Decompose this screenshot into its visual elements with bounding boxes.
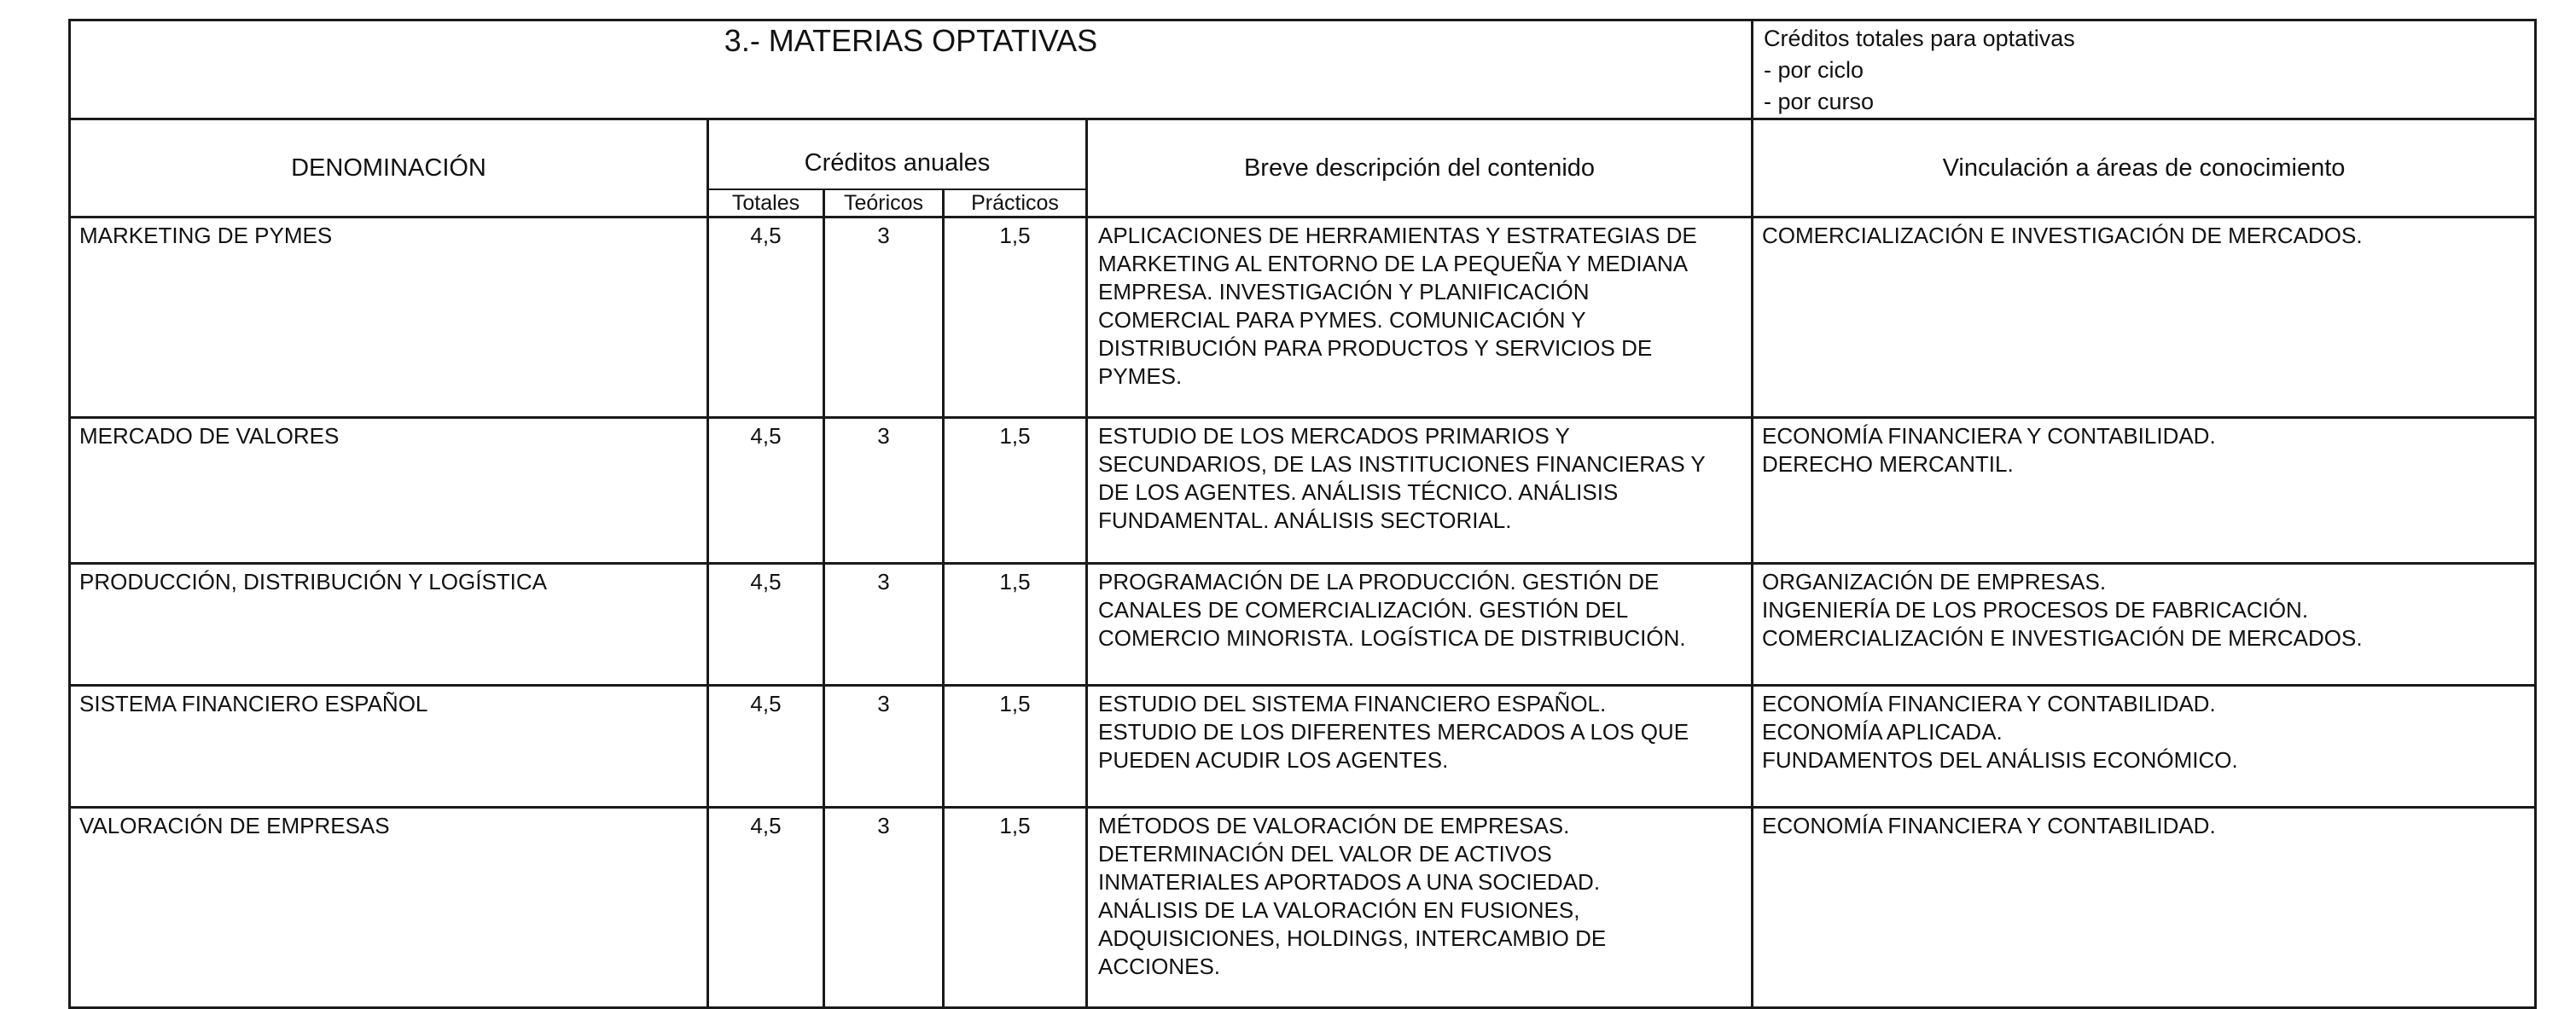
credits-teoricos: 3	[824, 217, 944, 418]
description-line: ADQUISICIONES, HOLDINGS, INTERCAMBIO DE	[1098, 925, 1607, 951]
table-row	[70, 808, 2536, 1008]
area-line: ORGANIZACIÓN DE EMPRESAS.	[1762, 569, 2107, 594]
knowledge-areas	[1753, 808, 2536, 1008]
description-line: ESTUDIO DEL SISTEMA FINANCIERO ESPAÑOL.	[1098, 691, 1607, 716]
page-title: 3.- MATERIAS OPTATIVAS	[70, 20, 1753, 119]
header-vinculacion: Vinculación a áreas de conocimiento	[1753, 119, 2536, 217]
area-line: ECONOMÍA APLICADA.	[1762, 719, 2003, 745]
optional-subjects-table	[68, 19, 2537, 1009]
description-line: EMPRESA. INVESTIGACIÓN Y PLANIFICACIÓN	[1098, 279, 1590, 304]
table-row	[70, 686, 2536, 808]
subject-name: SISTEMA FINANCIERO ESPAÑOL	[70, 686, 708, 808]
description-line: PROGRAMACIÓN DE LA PRODUCCIÓN. GESTIÓN DE	[1098, 569, 1660, 594]
knowledge-areas	[1753, 217, 2536, 418]
table-row	[70, 217, 2536, 418]
area-line: ECONOMÍA FINANCIERA Y CONTABILIDAD.	[1762, 423, 2216, 449]
description-line: COMERCIAL PARA PYMES. COMUNICACIÓN Y	[1098, 307, 1586, 333]
header-creditos-anuales: Créditos anuales	[708, 119, 1087, 190]
knowledge-areas	[1753, 564, 2536, 686]
credits-teoricos: 3	[824, 418, 944, 564]
area-line: FUNDAMENTOS DEL ANÁLISIS ECONÓMICO.	[1762, 747, 2238, 773]
knowledge-areas	[1753, 686, 2536, 808]
description-line: APLICACIONES DE HERRAMIENTAS Y ESTRATEGIAS DE	[1098, 223, 1697, 248]
credits-teoricos: 3	[824, 686, 944, 808]
subject-description	[1087, 686, 1753, 808]
credit-totals-label: Créditos totales para optativas	[1764, 26, 2075, 51]
credit-totals-per-cycle: - por ciclo	[1764, 57, 1864, 83]
description-line: COMERCIO MINORISTA. LOGÍSTICA DE DISTRIBUCIÓN.	[1098, 625, 1686, 651]
table-row	[70, 418, 2536, 564]
optional-subjects-sheet	[68, 19, 2537, 1009]
credits-totales: 4,5	[708, 217, 824, 418]
description-line: ANÁLISIS DE LA VALORACIÓN EN FUSIONES,	[1098, 897, 1580, 923]
subject-name: MARKETING DE PYMES	[70, 217, 708, 418]
credits-practicos: 1,5	[944, 217, 1087, 418]
description-line: ESTUDIO DE LOS MERCADOS PRIMARIOS Y	[1098, 423, 1570, 449]
description-line: DE LOS AGENTES. ANÁLISIS TÉCNICO. ANÁLISIS	[1098, 479, 1619, 505]
area-line: COMERCIALIZACIÓN E INVESTIGACIÓN DE MERCADOS.	[1762, 223, 2363, 248]
subject-description	[1087, 217, 1753, 418]
subject-description	[1087, 564, 1753, 686]
subject-name: MERCADO DE VALORES	[70, 418, 708, 564]
header-teoricos: Teóricos	[824, 189, 944, 217]
subject-name: PRODUCCIÓN, DISTRIBUCIÓN Y LOGÍSTICA	[70, 564, 708, 686]
knowledge-areas	[1753, 418, 2536, 564]
description-line: INMATERIALES APORTADOS A UNA SOCIEDAD.	[1098, 869, 1601, 895]
credits-practicos: 1,5	[944, 808, 1087, 1008]
credits-practicos: 1,5	[944, 686, 1087, 808]
description-line: SECUNDARIOS, DE LAS INSTITUCIONES FINANCIERAS Y	[1098, 451, 1706, 477]
table-row	[70, 564, 2536, 686]
credit-totals-box	[1753, 20, 2536, 119]
credits-totales: 4,5	[708, 808, 824, 1008]
area-line: COMERCIALIZACIÓN E INVESTIGACIÓN DE MERCADOS.	[1762, 625, 2363, 651]
description-line: FUNDAMENTAL. ANÁLISIS SECTORIAL.	[1098, 507, 1512, 533]
area-line: ECONOMÍA FINANCIERA Y CONTABILIDAD.	[1762, 813, 2216, 838]
header-denominacion: DENOMINACIÓN	[70, 119, 708, 217]
description-line: ESTUDIO DE LOS DIFERENTES MERCADOS A LOS QUE	[1098, 719, 1689, 745]
description-line: ACCIONES.	[1098, 954, 1221, 979]
title-row	[70, 20, 2536, 119]
credits-totales: 4,5	[708, 564, 824, 686]
column-header-row	[70, 119, 2536, 190]
area-line: INGENIERÍA DE LOS PROCESOS DE FABRICACIÓN.	[1762, 597, 2309, 623]
description-line: DISTRIBUCIÓN PARA PRODUCTOS Y SERVICIOS DE	[1098, 335, 1653, 361]
subject-description	[1087, 808, 1753, 1008]
header-totales: Totales	[708, 189, 824, 217]
credits-teoricos: 3	[824, 808, 944, 1008]
header-practicos: Prácticos	[944, 189, 1087, 217]
description-line: MARKETING AL ENTORNO DE LA PEQUEÑA Y MEDIANA	[1098, 251, 1689, 276]
description-line: CANALES DE COMERCIALIZACIÓN. GESTIÓN DEL	[1098, 597, 1629, 623]
credits-practicos: 1,5	[944, 564, 1087, 686]
credit-totals-per-course: - por curso	[1764, 89, 1875, 114]
credits-totales: 4,5	[708, 686, 824, 808]
description-line: MÉTODOS DE VALORACIÓN DE EMPRESAS.	[1098, 813, 1570, 838]
subject-name: VALORACIÓN DE EMPRESAS	[70, 808, 708, 1008]
credits-totales: 4,5	[708, 418, 824, 564]
description-line: DETERMINACIÓN DEL VALOR DE ACTIVOS	[1098, 841, 1552, 867]
description-line: PYMES.	[1098, 363, 1183, 389]
area-line: ECONOMÍA FINANCIERA Y CONTABILIDAD.	[1762, 691, 2216, 716]
area-line: DERECHO MERCANTIL.	[1762, 451, 2014, 477]
subject-description	[1087, 418, 1753, 564]
header-descripcion: Breve descripción del contenido	[1087, 119, 1753, 217]
credits-teoricos: 3	[824, 564, 944, 686]
description-line: PUEDEN ACUDIR LOS AGENTES.	[1098, 747, 1449, 773]
credits-practicos: 1,5	[944, 418, 1087, 564]
